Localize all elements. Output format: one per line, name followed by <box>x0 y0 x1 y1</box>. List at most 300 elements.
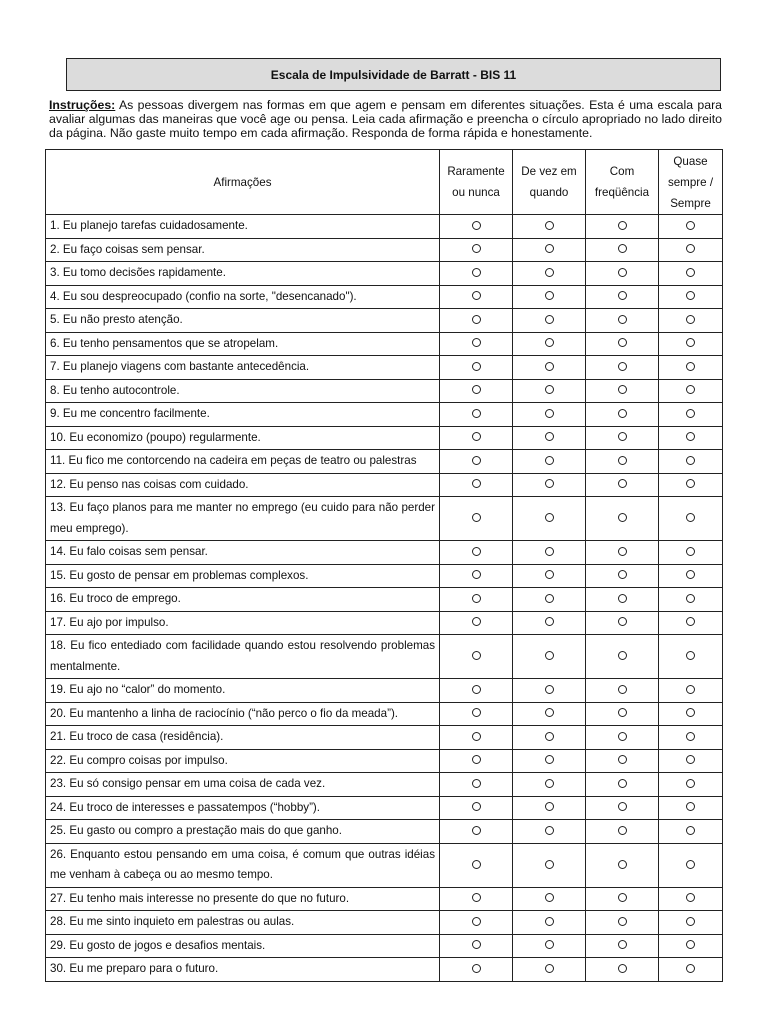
answer-radio-circle[interactable] <box>618 893 627 902</box>
option-cell-sometimes <box>513 820 586 844</box>
option-cell-often <box>586 958 659 982</box>
statement-text: 29. Eu gosto de jogos e desafios mentais. <box>46 934 440 958</box>
answer-radio-circle[interactable] <box>686 802 695 811</box>
answer-radio-circle[interactable] <box>472 594 481 603</box>
answer-radio-circle[interactable] <box>472 221 481 230</box>
table-row <box>46 403 723 427</box>
option-cell-always <box>659 749 723 773</box>
option-cell-rarely <box>440 796 513 820</box>
option-cell-often <box>586 934 659 958</box>
statement-text: 13. Eu faço planos para me manter no emprego (eu cuido para não perder meu emprego). <box>46 497 440 541</box>
option-cell-sometimes <box>513 726 586 750</box>
answer-radio-circle[interactable] <box>618 802 627 811</box>
answer-radio-circle[interactable] <box>686 513 695 522</box>
answer-radio-circle[interactable] <box>618 940 627 949</box>
answer-radio-circle[interactable] <box>686 432 695 441</box>
statement-text: 18. Eu fico entediado com facilidade quando estou resolvendo problemas mentalmente. <box>46 635 440 679</box>
option-cell-rarely <box>440 215 513 239</box>
answer-radio-circle[interactable] <box>545 456 554 465</box>
answer-radio-circle[interactable] <box>545 802 554 811</box>
header-option-rarely: Raramente ou nunca <box>440 150 513 215</box>
answer-radio-circle[interactable] <box>545 268 554 277</box>
answer-radio-circle[interactable] <box>545 685 554 694</box>
answer-radio-circle[interactable] <box>472 779 481 788</box>
statement-text: 14. Eu falo coisas sem pensar. <box>46 541 440 565</box>
answer-radio-circle[interactable] <box>618 547 627 556</box>
option-cell-often <box>586 473 659 497</box>
header-option-always: Quase sempre / Sempre <box>659 150 723 215</box>
statement-text: 21. Eu troco de casa (residência). <box>46 726 440 750</box>
answer-radio-circle[interactable] <box>618 617 627 626</box>
option-cell-often <box>586 379 659 403</box>
option-cell-rarely <box>440 679 513 703</box>
option-cell-often <box>586 285 659 309</box>
statement-text: 22. Eu compro coisas por impulso. <box>46 749 440 773</box>
answer-radio-circle[interactable] <box>686 617 695 626</box>
answer-radio-circle[interactable] <box>686 893 695 902</box>
option-cell-sometimes <box>513 473 586 497</box>
option-cell-rarely <box>440 450 513 474</box>
option-cell-often <box>586 332 659 356</box>
answer-radio-circle[interactable] <box>618 315 627 324</box>
statement-text: 4. Eu sou despreocupado (confio na sorte, "desencanado"). <box>46 285 440 309</box>
statement-text: 7. Eu planejo viagens com bastante antecedência. <box>46 356 440 380</box>
table-row <box>46 262 723 286</box>
answer-radio-circle[interactable] <box>686 685 695 694</box>
answer-radio-circle[interactable] <box>686 570 695 579</box>
option-cell-always <box>659 450 723 474</box>
option-cell-rarely <box>440 726 513 750</box>
option-cell-rarely <box>440 285 513 309</box>
option-cell-rarely <box>440 309 513 333</box>
answer-radio-circle[interactable] <box>618 685 627 694</box>
option-cell-sometimes <box>513 588 586 612</box>
table-row <box>46 820 723 844</box>
answer-radio-circle[interactable] <box>472 362 481 371</box>
answer-radio-circle[interactable] <box>472 547 481 556</box>
answer-radio-circle[interactable] <box>618 860 627 869</box>
answer-radio-circle[interactable] <box>472 893 481 902</box>
option-cell-always <box>659 309 723 333</box>
answer-radio-circle[interactable] <box>545 547 554 556</box>
option-cell-often <box>586 773 659 797</box>
option-cell-always <box>659 726 723 750</box>
option-cell-rarely <box>440 262 513 286</box>
option-cell-sometimes <box>513 356 586 380</box>
option-cell-always <box>659 497 723 541</box>
option-cell-often <box>586 564 659 588</box>
option-cell-sometimes <box>513 309 586 333</box>
answer-radio-circle[interactable] <box>545 964 554 973</box>
answer-radio-circle[interactable] <box>545 513 554 522</box>
statement-text: 16. Eu troco de emprego. <box>46 588 440 612</box>
option-cell-often <box>586 611 659 635</box>
answer-radio-circle[interactable] <box>618 732 627 741</box>
statement-text: 23. Eu só consigo pensar em uma coisa de cada vez. <box>46 773 440 797</box>
option-cell-often <box>586 749 659 773</box>
answer-radio-circle[interactable] <box>545 338 554 347</box>
answer-radio-circle[interactable] <box>545 708 554 717</box>
statement-text: 2. Eu faço coisas sem pensar. <box>46 238 440 262</box>
answer-radio-circle[interactable] <box>618 409 627 418</box>
answer-radio-circle[interactable] <box>686 651 695 660</box>
answer-radio-circle[interactable] <box>545 860 554 869</box>
answer-radio-circle[interactable] <box>618 513 627 522</box>
answer-radio-circle[interactable] <box>545 826 554 835</box>
answer-radio-circle[interactable] <box>472 479 481 488</box>
answer-radio-circle[interactable] <box>686 362 695 371</box>
answer-radio-circle[interactable] <box>686 940 695 949</box>
option-cell-often <box>586 679 659 703</box>
answer-radio-circle[interactable] <box>686 456 695 465</box>
table-row <box>46 958 723 982</box>
answer-radio-circle[interactable] <box>686 291 695 300</box>
document-title: Escala de Impulsividade de Barratt - BIS 11 <box>66 58 721 91</box>
statement-text: 10. Eu economizo (poupo) regularmente. <box>46 426 440 450</box>
option-cell-always <box>659 564 723 588</box>
answer-radio-circle[interactable] <box>686 779 695 788</box>
answer-radio-circle[interactable] <box>618 456 627 465</box>
option-cell-rarely <box>440 588 513 612</box>
option-cell-always <box>659 843 723 887</box>
answer-radio-circle[interactable] <box>472 802 481 811</box>
answer-radio-circle[interactable] <box>545 893 554 902</box>
answer-radio-circle[interactable] <box>545 779 554 788</box>
answer-radio-circle[interactable] <box>545 651 554 660</box>
option-cell-often <box>586 541 659 565</box>
option-cell-sometimes <box>513 679 586 703</box>
answer-radio-circle[interactable] <box>618 221 627 230</box>
answer-radio-circle[interactable] <box>686 917 695 926</box>
statement-text: 5. Eu não presto atenção. <box>46 309 440 333</box>
table-row <box>46 702 723 726</box>
option-cell-often <box>586 238 659 262</box>
answer-radio-circle[interactable] <box>545 291 554 300</box>
instructions-label: Instruções: <box>49 98 116 112</box>
answer-radio-circle[interactable] <box>545 594 554 603</box>
option-cell-always <box>659 887 723 911</box>
option-cell-often <box>586 588 659 612</box>
option-cell-rarely <box>440 911 513 935</box>
statement-text: 8. Eu tenho autocontrole. <box>46 379 440 403</box>
option-cell-sometimes <box>513 635 586 679</box>
option-cell-rarely <box>440 611 513 635</box>
option-cell-often <box>586 726 659 750</box>
option-cell-always <box>659 541 723 565</box>
option-cell-always <box>659 679 723 703</box>
option-cell-rarely <box>440 238 513 262</box>
option-cell-sometimes <box>513 426 586 450</box>
option-cell-rarely <box>440 564 513 588</box>
option-cell-often <box>586 426 659 450</box>
option-cell-always <box>659 403 723 427</box>
answer-radio-circle[interactable] <box>686 221 695 230</box>
answer-radio-circle[interactable] <box>618 708 627 717</box>
option-cell-always <box>659 958 723 982</box>
option-cell-often <box>586 887 659 911</box>
table-row <box>46 588 723 612</box>
answer-radio-circle[interactable] <box>472 732 481 741</box>
table-row <box>46 497 723 541</box>
option-cell-sometimes <box>513 262 586 286</box>
option-cell-often <box>586 796 659 820</box>
table-row <box>46 796 723 820</box>
answer-radio-circle[interactable] <box>545 244 554 253</box>
option-cell-sometimes <box>513 285 586 309</box>
answer-radio-circle[interactable] <box>686 479 695 488</box>
option-cell-always <box>659 611 723 635</box>
option-cell-often <box>586 215 659 239</box>
answer-radio-circle[interactable] <box>472 826 481 835</box>
option-cell-sometimes <box>513 911 586 935</box>
option-cell-sometimes <box>513 541 586 565</box>
option-cell-often <box>586 843 659 887</box>
option-cell-often <box>586 497 659 541</box>
answer-radio-circle[interactable] <box>686 547 695 556</box>
answer-radio-circle[interactable] <box>472 268 481 277</box>
answer-radio-circle[interactable] <box>618 479 627 488</box>
option-cell-often <box>586 911 659 935</box>
option-cell-rarely <box>440 843 513 887</box>
option-cell-rarely <box>440 426 513 450</box>
answer-radio-circle[interactable] <box>618 432 627 441</box>
answer-radio-circle[interactable] <box>686 409 695 418</box>
option-cell-sometimes <box>513 749 586 773</box>
option-cell-always <box>659 820 723 844</box>
table-row <box>46 773 723 797</box>
option-cell-rarely <box>440 887 513 911</box>
answer-radio-circle[interactable] <box>472 291 481 300</box>
answer-radio-circle[interactable] <box>472 570 481 579</box>
table-row <box>46 749 723 773</box>
option-cell-often <box>586 403 659 427</box>
answer-radio-circle[interactable] <box>618 917 627 926</box>
answer-radio-circle[interactable] <box>686 385 695 394</box>
answer-radio-circle[interactable] <box>545 917 554 926</box>
table-row <box>46 635 723 679</box>
table-row <box>46 379 723 403</box>
option-cell-rarely <box>440 541 513 565</box>
option-cell-sometimes <box>513 215 586 239</box>
table-row <box>46 332 723 356</box>
answer-radio-circle[interactable] <box>686 860 695 869</box>
option-cell-always <box>659 934 723 958</box>
option-cell-sometimes <box>513 796 586 820</box>
option-cell-always <box>659 215 723 239</box>
option-cell-often <box>586 702 659 726</box>
instructions-paragraph <box>49 98 722 140</box>
answer-radio-circle[interactable] <box>472 940 481 949</box>
option-cell-rarely <box>440 702 513 726</box>
option-cell-rarely <box>440 820 513 844</box>
answer-radio-circle[interactable] <box>545 617 554 626</box>
table-row <box>46 473 723 497</box>
option-cell-rarely <box>440 332 513 356</box>
option-cell-often <box>586 450 659 474</box>
answer-radio-circle[interactable] <box>472 755 481 764</box>
statement-text: 25. Eu gasto ou compro a prestação mais do que ganho. <box>46 820 440 844</box>
header-option-sometimes: De vez em quando <box>513 150 586 215</box>
option-cell-always <box>659 796 723 820</box>
statement-text: 19. Eu ajo no “calor” do momento. <box>46 679 440 703</box>
answer-radio-circle[interactable] <box>472 315 481 324</box>
option-cell-sometimes <box>513 332 586 356</box>
statement-text: 11. Eu fico me contorcendo na cadeira em peças de teatro ou palestras <box>46 450 440 474</box>
answer-radio-circle[interactable] <box>618 570 627 579</box>
answer-radio-circle[interactable] <box>472 651 481 660</box>
answer-radio-circle[interactable] <box>686 708 695 717</box>
option-cell-rarely <box>440 635 513 679</box>
table-row <box>46 726 723 750</box>
answer-radio-circle[interactable] <box>686 268 695 277</box>
statement-text: 15. Eu gosto de pensar em problemas complexos. <box>46 564 440 588</box>
option-cell-sometimes <box>513 611 586 635</box>
table-row <box>46 450 723 474</box>
answer-radio-circle[interactable] <box>686 315 695 324</box>
option-cell-rarely <box>440 403 513 427</box>
header-option-often: Com freqüência <box>586 150 659 215</box>
table-row <box>46 356 723 380</box>
answer-radio-circle[interactable] <box>472 385 481 394</box>
answer-radio-circle[interactable] <box>618 244 627 253</box>
option-cell-always <box>659 356 723 380</box>
answer-radio-circle[interactable] <box>618 291 627 300</box>
option-cell-sometimes <box>513 497 586 541</box>
answer-radio-circle[interactable] <box>472 617 481 626</box>
table-row <box>46 541 723 565</box>
answer-radio-circle[interactable] <box>618 268 627 277</box>
option-cell-sometimes <box>513 702 586 726</box>
statement-text: 27. Eu tenho mais interesse no presente do que no futuro. <box>46 887 440 911</box>
answer-radio-circle[interactable] <box>545 409 554 418</box>
option-cell-often <box>586 356 659 380</box>
table-row <box>46 285 723 309</box>
option-cell-always <box>659 911 723 935</box>
option-cell-always <box>659 285 723 309</box>
option-cell-rarely <box>440 934 513 958</box>
statement-text: 28. Eu me sinto inquieto em palestras ou aulas. <box>46 911 440 935</box>
option-cell-always <box>659 426 723 450</box>
table-row <box>46 887 723 911</box>
answer-radio-circle[interactable] <box>686 594 695 603</box>
option-cell-sometimes <box>513 843 586 887</box>
answer-radio-circle[interactable] <box>472 244 481 253</box>
answer-radio-circle[interactable] <box>686 244 695 253</box>
option-cell-always <box>659 332 723 356</box>
table-row <box>46 309 723 333</box>
option-cell-rarely <box>440 473 513 497</box>
table-row <box>46 238 723 262</box>
answer-radio-circle[interactable] <box>472 708 481 717</box>
statement-text: 1. Eu planejo tarefas cuidadosamente. <box>46 215 440 239</box>
answer-radio-circle[interactable] <box>618 964 627 973</box>
answer-radio-circle[interactable] <box>618 755 627 764</box>
answer-radio-circle[interactable] <box>545 221 554 230</box>
option-cell-rarely <box>440 379 513 403</box>
option-cell-always <box>659 262 723 286</box>
option-cell-often <box>586 309 659 333</box>
option-cell-sometimes <box>513 958 586 982</box>
option-cell-always <box>659 588 723 612</box>
answer-radio-circle[interactable] <box>686 755 695 764</box>
answer-radio-circle[interactable] <box>686 338 695 347</box>
table-row <box>46 564 723 588</box>
statement-text: 12. Eu penso nas coisas com cuidado. <box>46 473 440 497</box>
answer-radio-circle[interactable] <box>545 570 554 579</box>
option-cell-always <box>659 702 723 726</box>
option-cell-sometimes <box>513 403 586 427</box>
answer-radio-circle[interactable] <box>472 917 481 926</box>
option-cell-sometimes <box>513 450 586 474</box>
answer-radio-circle[interactable] <box>618 826 627 835</box>
table-body <box>46 215 723 982</box>
answer-radio-circle[interactable] <box>618 385 627 394</box>
table-row <box>46 934 723 958</box>
scale-table <box>45 149 723 982</box>
answer-radio-circle[interactable] <box>545 432 554 441</box>
answer-radio-circle[interactable] <box>545 732 554 741</box>
answer-radio-circle[interactable] <box>618 779 627 788</box>
statement-text: 6. Eu tenho pensamentos que se atropelam. <box>46 332 440 356</box>
answer-radio-circle[interactable] <box>686 826 695 835</box>
option-cell-rarely <box>440 497 513 541</box>
answer-radio-circle[interactable] <box>545 385 554 394</box>
option-cell-often <box>586 635 659 679</box>
statement-text: 3. Eu tomo decisões rapidamente. <box>46 262 440 286</box>
statement-text: 30. Eu me preparo para o futuro. <box>46 958 440 982</box>
answer-radio-circle[interactable] <box>472 685 481 694</box>
statement-text: 26. Enquanto estou pensando em uma coisa, é comum que outras idéias me venham à cabeça ou ao mesmo tempo. <box>46 843 440 887</box>
table-row <box>46 843 723 887</box>
answer-radio-circle[interactable] <box>545 479 554 488</box>
answer-radio-circle[interactable] <box>545 755 554 764</box>
answer-radio-circle[interactable] <box>545 362 554 371</box>
option-cell-always <box>659 773 723 797</box>
answer-radio-circle[interactable] <box>472 860 481 869</box>
option-cell-sometimes <box>513 238 586 262</box>
answer-radio-circle[interactable] <box>618 338 627 347</box>
answer-radio-circle[interactable] <box>472 432 481 441</box>
option-cell-sometimes <box>513 887 586 911</box>
answer-radio-circle[interactable] <box>472 513 481 522</box>
table-row <box>46 611 723 635</box>
statement-text: 9. Eu me concentro facilmente. <box>46 403 440 427</box>
answer-radio-circle[interactable] <box>472 964 481 973</box>
answer-radio-circle[interactable] <box>618 651 627 660</box>
option-cell-always <box>659 238 723 262</box>
option-cell-often <box>586 820 659 844</box>
table-row <box>46 679 723 703</box>
answer-radio-circle[interactable] <box>686 964 695 973</box>
statement-text: 24. Eu troco de interesses e passatempos (“hobby”). <box>46 796 440 820</box>
answer-radio-circle[interactable] <box>472 409 481 418</box>
option-cell-rarely <box>440 958 513 982</box>
answer-radio-circle[interactable] <box>472 456 481 465</box>
answer-radio-circle[interactable] <box>686 732 695 741</box>
answer-radio-circle[interactable] <box>618 362 627 371</box>
answer-radio-circle[interactable] <box>545 315 554 324</box>
option-cell-often <box>586 262 659 286</box>
option-cell-rarely <box>440 773 513 797</box>
answer-radio-circle[interactable] <box>472 338 481 347</box>
option-cell-sometimes <box>513 379 586 403</box>
answer-radio-circle[interactable] <box>545 940 554 949</box>
option-cell-rarely <box>440 356 513 380</box>
option-cell-always <box>659 635 723 679</box>
answer-radio-circle[interactable] <box>618 594 627 603</box>
header-statements: Afirmações <box>46 150 440 215</box>
option-cell-rarely <box>440 749 513 773</box>
